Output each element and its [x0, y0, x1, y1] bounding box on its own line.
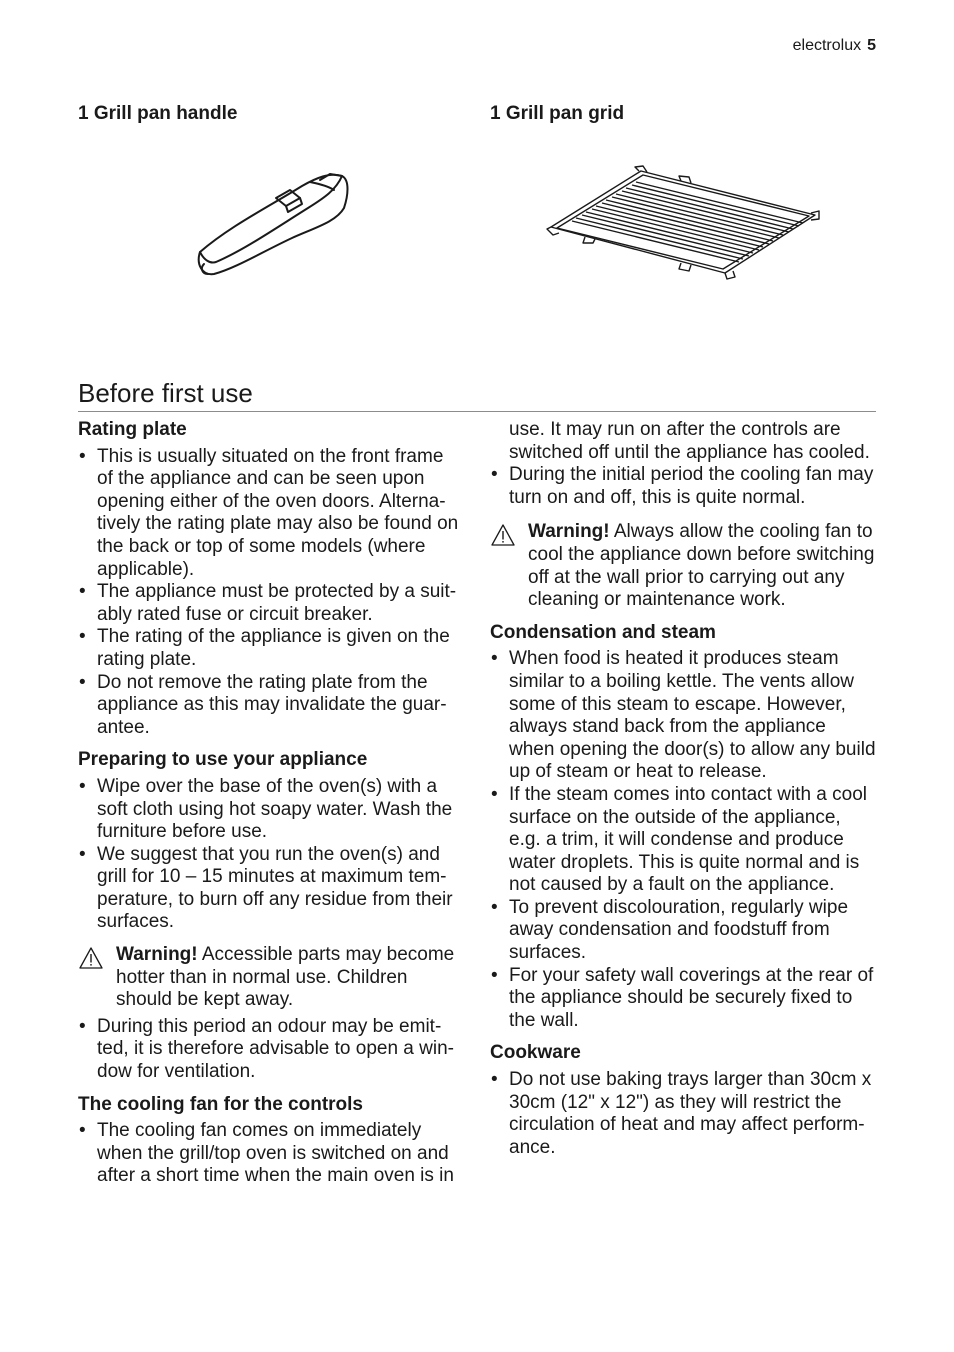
warning-label: Warning! [116, 944, 198, 966]
right-column [490, 419, 876, 1159]
cooling-fan-list [78, 1120, 464, 1188]
warning-label: Warning! [528, 521, 610, 543]
list-item: • For your safety wall coverings at the rear of the appliance should be securely fixed to the wall. [491, 964, 874, 1031]
warning-text: Always allow the cooling fan to cool the appliance down before switching off at the wall prior to carrying out any cleaning or maintenance work. [528, 521, 875, 611]
warning-triangle-icon [490, 523, 516, 547]
left-column [78, 419, 464, 1188]
cooling-fan-continuation: use. It may run on after the controls are switched off until the appliance has cooled. [509, 419, 870, 463]
warning-cooling-fan [490, 521, 876, 611]
condensation-heading: Condensation and steam [490, 621, 716, 643]
page-header [793, 37, 876, 55]
condensation-list [490, 648, 876, 1032]
section-title: Before first use [78, 378, 253, 408]
list-item: • The cooling fan comes on immediately when the grill/top oven is switched on and after a short time when the main oven is in [79, 1120, 454, 1187]
list-item: • If the steam comes into contact with a cool surface on the outside of the appliance, e.g. a trim, it will condense and produce water droplets. This is quite normal and is not caused by a fault on the appliance. [491, 783, 868, 896]
cookware-list [490, 1069, 876, 1159]
page-number: 5 [867, 37, 876, 54]
rating-plate-heading: Rating plate [78, 419, 187, 440]
warning-accessible-parts [78, 944, 464, 1012]
section-divider [78, 411, 876, 412]
list-item: • During the initial period the cooling fan may turn on and off, this is quite normal. [491, 464, 874, 508]
list-item: • During this period an odour may be emit- ted, it is therefore advisable to open a win- dow for ventilation. [79, 1015, 454, 1083]
accessory-title-grid: 1 Grill pan grid [490, 103, 625, 124]
cookware-heading: Cookware [490, 1042, 581, 1064]
list-item: • To prevent discolouration, regularly wipe away condensation and foodstuff from surfaces. [491, 896, 849, 964]
list-item: • This is usually situated on the front frame of the appliance and can be seen upon opening either of the oven doors. Alterna- tively the rating plate may also be found on the back or top of some models (where applicable). [79, 445, 459, 580]
grill-pan-handle-illustration [190, 168, 355, 280]
cooling-fan-list-continued [490, 464, 876, 509]
list-item: • The rating of the appliance is given on the rating plate. [79, 626, 450, 670]
list-item: • The appliance must be protected by a suit- ably rated fuse or circuit breaker. [79, 581, 457, 625]
accessory-title-handle: 1 Grill pan handle [78, 103, 238, 124]
list-item: • When food is heated it produces steam similar to a boiling kettle. The vents allow some of this steam to escape. However, always stand back from the appliance when opening the door(s) to allow any build up of steam or heat to release. [491, 648, 876, 783]
list-item: • We suggest that you run the oven(s) and grill for 10 – 15 minutes at maximum tem- perature, to burn off any residue from their surfaces. [79, 843, 453, 933]
warning-triangle-icon [78, 946, 104, 970]
warning-text: Accessible parts may become hotter than in normal use. Children should be kept away. [116, 944, 455, 1011]
rating-plate-list [78, 446, 464, 740]
list-item: • Do not use baking trays larger than 30cm x 30cm (12" x 12") as they will restrict the circulation of heat and may affect perform- ance. [491, 1069, 872, 1158]
preparing-heading: Preparing to use your appliance [78, 749, 368, 771]
brand-name: electrolux [792, 37, 862, 54]
list-item: • Do not remove the rating plate from the appliance as this may invalidate the guar- antee. [79, 671, 447, 738]
grill-pan-grid-illustration [543, 165, 825, 280]
preparing-list-continued [78, 1016, 464, 1084]
list-item: • Wipe over the base of the oven(s) with a soft cloth using hot soapy water. Wash the furniture before use. [79, 775, 453, 843]
preparing-list [78, 776, 464, 934]
cooling-fan-heading: The cooling fan for the controls [78, 1093, 363, 1115]
